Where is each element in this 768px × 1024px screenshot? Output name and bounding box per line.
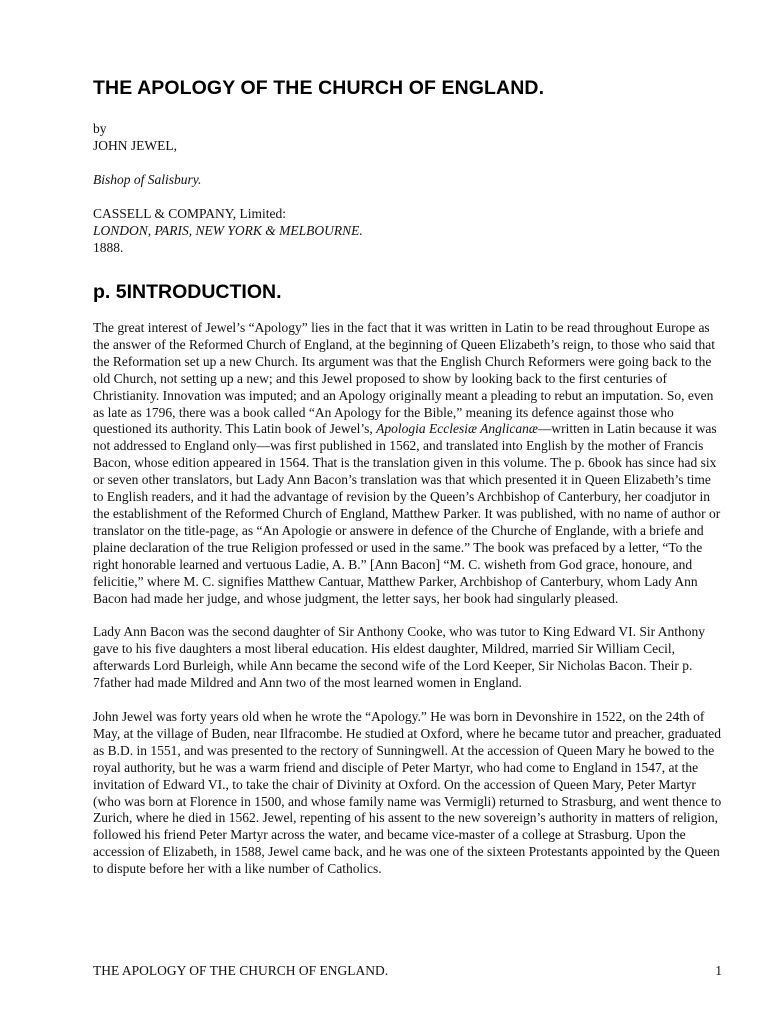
paragraph-1	[93, 320, 723, 607]
publisher-name: CASSELL & COMPANY, Limited:	[93, 206, 287, 221]
paragraph-1-after: —written in Latin because it was not addressed to England only—was first published in 1562, and translated into English by the mother of Francis Bacon, whose edition appeared in 1564. That is the translation given in this volume. The p. 6book has since had six or seven other translators, but Lady Ann Bacon’s translation was that which presented it in Queen Elizabeth’s time to English readers, and it had the advantage of revision by the Queen’s Archbishop of Canterbury, her coadjutor in the establishment of the Reformed Church of England, Matthew Parker. It was published, with no name of author or translator on the title-page, as “An Apologie or answere in defence of the Churche of Englande, with a briefe and plaine declaration of the true Religion professed or used in the same.” The book was prefaced by a letter, “To the right honorable learned and vertuous Ladie, A. B.” [Ann Bacon] “M. C. wisheth from God grace, honoure, and felicitie,” where M. C. signifies Matthew Cantuar, Matthew Parker, Archbishop of Canterbury, whom Lady Ann Bacon had made her judge, and whose judgment, the letter says, her book had singularly pleased.	[93, 421, 721, 606]
footer-page-number: 1	[715, 963, 722, 978]
paragraph-1-italic-title: Apologia Ecclesiæ Anglicanæ	[376, 421, 538, 437]
by-label: by	[93, 121, 107, 136]
paragraph-1-before: The great interest of Jewel’s “Apology” lies in the fact that it was written in Latin to be read throughout Europe as the answer of the Reformed Church of England, at the beginning of Queen Elizabeth’s reign, to those who said that the Reformation set up a new Church. Its argument was that the English Church Reformers were going back to the old Church, not setting up a new; and this Jewel proposed to show by looking back to the first centuries of Christianity. Innovation was imputed; and an Apology originally meant a pleading to rebut an imputation. So, even as late as 1796, there was a book called “An Apology for the Bible,” meaning its defence against those who questioned its authority. This Latin book of Jewel’s,	[93, 320, 715, 437]
footer-running-title: THE APOLOGY OF THE CHURCH OF ENGLAND.	[93, 963, 389, 978]
section-heading: p. 5INTRODUCTION.	[93, 281, 282, 303]
paragraph-2: Lady Ann Bacon was the second daughter of Sir Anthony Cooke, who was tutor to King Edward VI. Sir Anthony gave to his five daughters a most liberal education. His eldest daughter, Mildred, married Sir William Cecil, afterwards Lord Burleigh, while Ann became the second wife of the Lord Keeper, Sir Nicholas Bacon. Their p. 7father had made Mildred and Ann two of the most learned women in England.	[93, 624, 706, 691]
author-name: JOHN JEWEL,	[93, 138, 177, 153]
paragraph-3: John Jewel was forty years old when he wrote the “Apology.” He was born in Devonshire in 1522, on the 24th of May, at the village of Buden, near Ilfracombe. He studied at Oxford, where he became tutor and preacher, graduated as B.D. in 1551, and was presented to the rectory of Sunningwell. At the accession of Queen Mary he bowed to the royal authority, but he was a warm friend and disciple of Peter Martyr, who had come to England in 1547, at the invitation of Edward VI., to take the chair of Divinity at Oxford. On the accession of Queen Mary, Peter Martyr (who was born at Florence in 1500, and whose family name was Vermigli) returned to Strasburg, and went thence to Zurich, where he died in 1562. Jewel, repenting of his assent to the new sovereign’s authority in matters of religion, followed his friend Peter Martyr across the water, and became vice-master of a college at Strasburg. Upon the accession of Elizabeth, in 1588, Jewel came back, and he was one of the sixteen Protestants appointed by the Queen to dispute before her with a like number of Catholics.	[93, 709, 722, 877]
page-footer	[93, 963, 722, 979]
publication-year: 1888.	[93, 240, 124, 255]
body-text	[93, 320, 723, 895]
publisher-places: LONDON, PARIS, NEW YORK & MELBOURNE.	[93, 223, 363, 238]
document-title: THE APOLOGY OF THE CHURCH OF ENGLAND.	[93, 77, 545, 99]
title-block	[93, 120, 363, 256]
author-role: Bishop of Salisbury.	[93, 172, 202, 187]
